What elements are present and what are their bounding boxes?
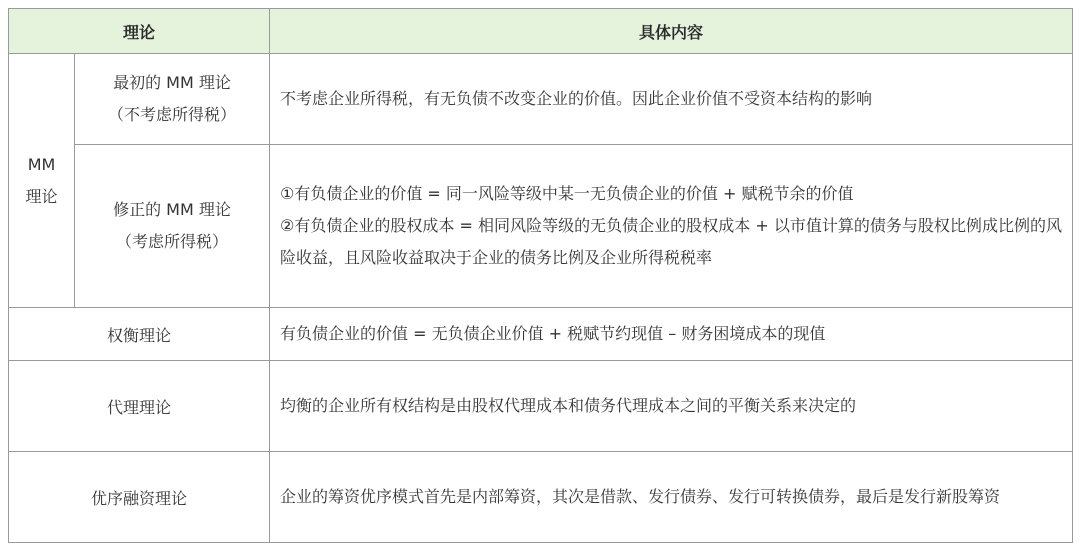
- theory-name-line2: （不考虑所得税）: [107, 105, 236, 124]
- table-row: [9, 308, 1073, 361]
- theory-content-cell: 均衡的企业所有权结构是由股权代理成本和债务代理成本之间的平衡关系来决定的: [270, 361, 1073, 452]
- header-theory: 理论: [9, 9, 270, 54]
- content-item-2: ②有负债企业的股权成本 = 相同风险等级的无负债企业的股权成本 + 以市值计算的债务与股权比例成比例的风险收益，且风险收益取决于企业的债务比例及企业所得税税率: [280, 216, 1062, 267]
- theory-name-cell: [75, 145, 270, 308]
- theory-name-line1: 最初的 MM 理论: [113, 73, 231, 92]
- mm-group-cell: [9, 54, 75, 308]
- theory-name-cell: 优序融资理论: [9, 452, 270, 543]
- theory-content-cell: 有负债企业的价值 = 无负债企业价值 + 税赋节约现值 – 财务困境成本的现值: [270, 308, 1073, 361]
- table-row: [9, 54, 1073, 145]
- header-content: 具体内容: [270, 9, 1073, 54]
- table-header-row: [9, 9, 1073, 54]
- theory-name-cell: 权衡理论: [9, 308, 270, 361]
- mm-group-line1: MM: [27, 154, 56, 174]
- content-item-1: ①有负债企业的价值 = 同一风险等级中某一无负债企业的价值 + 赋税节余的价值: [280, 184, 854, 203]
- theory-name-line1: 修正的 MM 理论: [113, 200, 231, 219]
- theory-content-cell: [270, 145, 1073, 308]
- theory-content-cell: 不考虑企业所得税，有无负债不改变企业的价值。因此企业价值不受资本结构的影响: [270, 54, 1073, 145]
- mm-group-line2: 理论: [25, 186, 58, 206]
- theory-content-cell: 企业的筹资优序模式首先是内部筹资，其次是借款、发行债券、发行可转换债券，最后是发行新股筹资: [270, 452, 1073, 543]
- theory-table: [8, 8, 1073, 543]
- theory-name-cell: 代理理论: [9, 361, 270, 452]
- theory-name-cell: [75, 54, 270, 145]
- theory-name-line2: （考虑所得税）: [115, 232, 228, 251]
- table-row: [9, 361, 1073, 452]
- table-row: [9, 145, 1073, 308]
- table-row: [9, 452, 1073, 543]
